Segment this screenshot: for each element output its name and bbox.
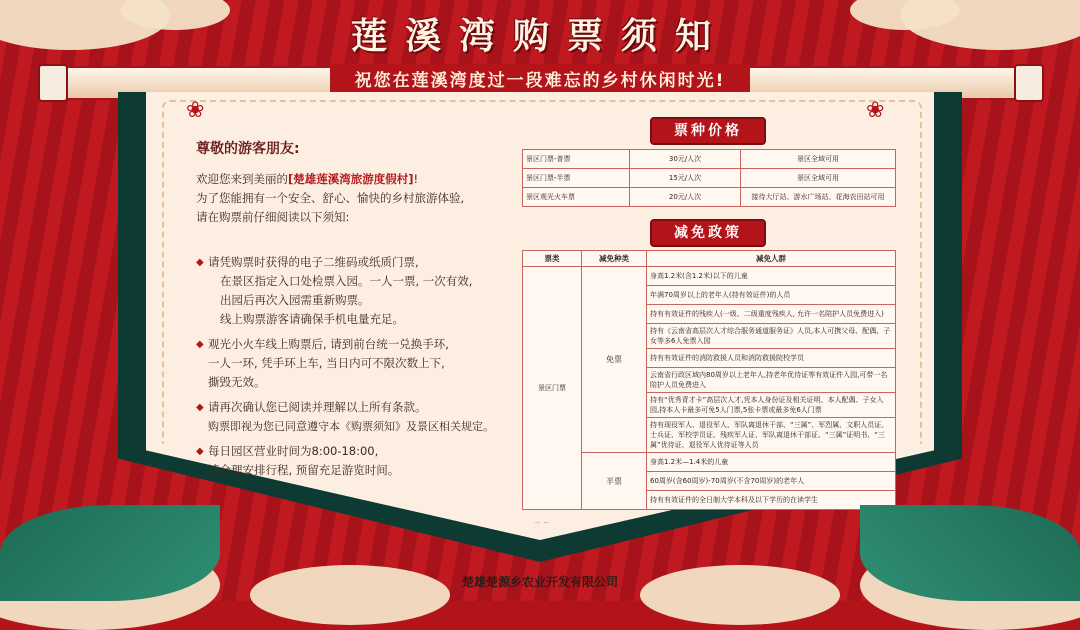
column-header: 减免种类	[582, 251, 647, 267]
rules-list	[196, 253, 516, 480]
corner-ornament-right: ❀	[866, 98, 885, 123]
table-row	[523, 169, 896, 188]
free-criteria: 持有“优秀青才卡”高层次人才,凭本人身份证及相关证明、本人配偶、子女入园,持本人卡最多可免5人门票,5张卡票或最多免6人门票	[647, 393, 896, 418]
intro-punct: !	[413, 172, 419, 186]
company-footer: 楚雄楚源乡农业开发有限公司	[461, 575, 618, 589]
free-criteria: 云南省行政区域内80周岁以上老年人,持老年优待证等有效证件入园,可带一名陪护人员免费进入	[647, 368, 896, 393]
half-label-cell: 半票	[582, 453, 647, 510]
table-row	[523, 188, 896, 207]
diamond-icon: ◆	[196, 257, 204, 268]
title-area	[0, 8, 1080, 62]
scroll-end-left	[38, 64, 68, 102]
rule-line: 购票即视为您已同意遵守本《购票须知》及景区相关规定。	[208, 420, 494, 433]
page-title: 莲溪湾购票须知	[350, 15, 729, 57]
intro-text: 欢迎您来到美丽的	[196, 172, 288, 186]
ticket-scope: 景区全域可用	[741, 169, 896, 188]
intro-line-3: 请在购票前仔细阅读以下须知:	[196, 210, 350, 224]
free-label-cell: 免票	[582, 267, 647, 453]
free-criteria: 身高1.2米(含1.2米)以下的儿童	[647, 267, 896, 286]
rule-item	[196, 398, 516, 436]
rule-line: 观光小火车线上购票后, 请到前台统一兑换手环,	[208, 337, 449, 351]
rule-line: 一人一环, 凭手环上车, 当日内可不限次数上下,	[208, 356, 445, 370]
half-criteria: 60周岁(含60周岁)-70周岁(不含70周岁)的老年人	[647, 472, 896, 491]
rule-line: 在景区指定入口处检票入园。一人一票, 一次有效,	[220, 274, 473, 288]
rule-line: 撕毁无效。	[208, 375, 266, 389]
ticket-name: 景区门票-普票	[523, 150, 630, 169]
rule-line: 请合理安排行程, 预留充足游览时间。	[208, 463, 400, 477]
half-criteria: 身高1.2米—1.4米的儿童	[647, 453, 896, 472]
price-table	[522, 149, 896, 207]
rule-item	[196, 335, 516, 392]
rule-line: 出园后再次入园需重新购票。	[220, 293, 370, 307]
free-criteria: 持有《云南省高层次人才综合服务通道服务证》人员,本人可携父母、配偶、子女等多6人免票入园	[647, 324, 896, 349]
ticket-name: 景区观光火车票	[523, 188, 630, 207]
free-criteria: 持有现役军人、退役军人、军队离退休干部、“三属”、军烈属、文职人员证、士兵证、军校学员证、残疾军人证、军队离退休干部证、“三属”证明书、“三属”优待证、退役军人优待证等人员	[647, 418, 896, 453]
ticket-price: 15元/人次	[630, 169, 741, 188]
rule-item	[196, 253, 516, 329]
diamond-icon: ◆	[196, 339, 204, 350]
intro-line-1	[196, 170, 516, 189]
diamond-icon: ◆	[196, 402, 204, 413]
ticket-type-cell: 景区门票	[523, 267, 582, 510]
rule-line: 线上购票游客请确保手机电量充足。	[220, 312, 404, 326]
rule-line: 每日园区营业时间为8:00-18:00,	[208, 444, 379, 458]
free-criteria: 持有有效证件的残疾人(一级、二级重度残疾人, 允许一名陪护人员免费进入)	[647, 305, 896, 324]
free-criteria: 持有有效证件的消防救援人员和消防救援院校学员	[647, 349, 896, 368]
greeting: 尊敬的游客朋友:	[196, 141, 300, 157]
ticket-name: 景区门票-半票	[523, 169, 630, 188]
ticket-price: 20元/人次	[630, 188, 741, 207]
ticket-scope: 接待大厅站、游水广场站、花海农田站可用	[741, 188, 896, 207]
ticket-price: 30元/人次	[630, 150, 741, 169]
notice-text-column	[196, 138, 516, 486]
corner-ornament-left: ❀	[186, 98, 205, 123]
rule-line: 请凭购票时获得的电子二维码或纸质门票,	[208, 255, 419, 269]
table-row	[523, 267, 896, 286]
subtitle-ribbon: 祝您在莲溪湾度过一段难忘的乡村休闲时光!	[330, 64, 750, 98]
ticket-scope: 景区全域可用	[741, 150, 896, 169]
table-row	[523, 150, 896, 169]
resort-name: [楚雄莲溪湾旅游度假村]	[288, 172, 414, 186]
column-header: 票类	[523, 251, 582, 267]
rule-item	[196, 442, 516, 480]
free-criteria: 年满70周岁以上的老年人(持有效证件)的人员	[647, 286, 896, 305]
discount-section-title: 减免政策	[650, 219, 766, 247]
diamond-icon: ◆	[196, 446, 204, 457]
table-header-row	[523, 251, 896, 267]
column-header: 减免人群	[647, 251, 896, 267]
intro-line-2: 为了您能拥有一个安全、舒心、愉快的乡村旅游体验,	[196, 191, 465, 205]
discount-table	[522, 250, 896, 510]
price-section-title: 票种价格	[650, 117, 766, 145]
scroll-end-right	[1014, 64, 1044, 102]
rule-line: 请再次确认您已阅读并理解以上所有条款。	[208, 400, 427, 414]
half-criteria: 持有有效证件的全日制大学本科及以下学历的在读学生	[647, 491, 896, 510]
